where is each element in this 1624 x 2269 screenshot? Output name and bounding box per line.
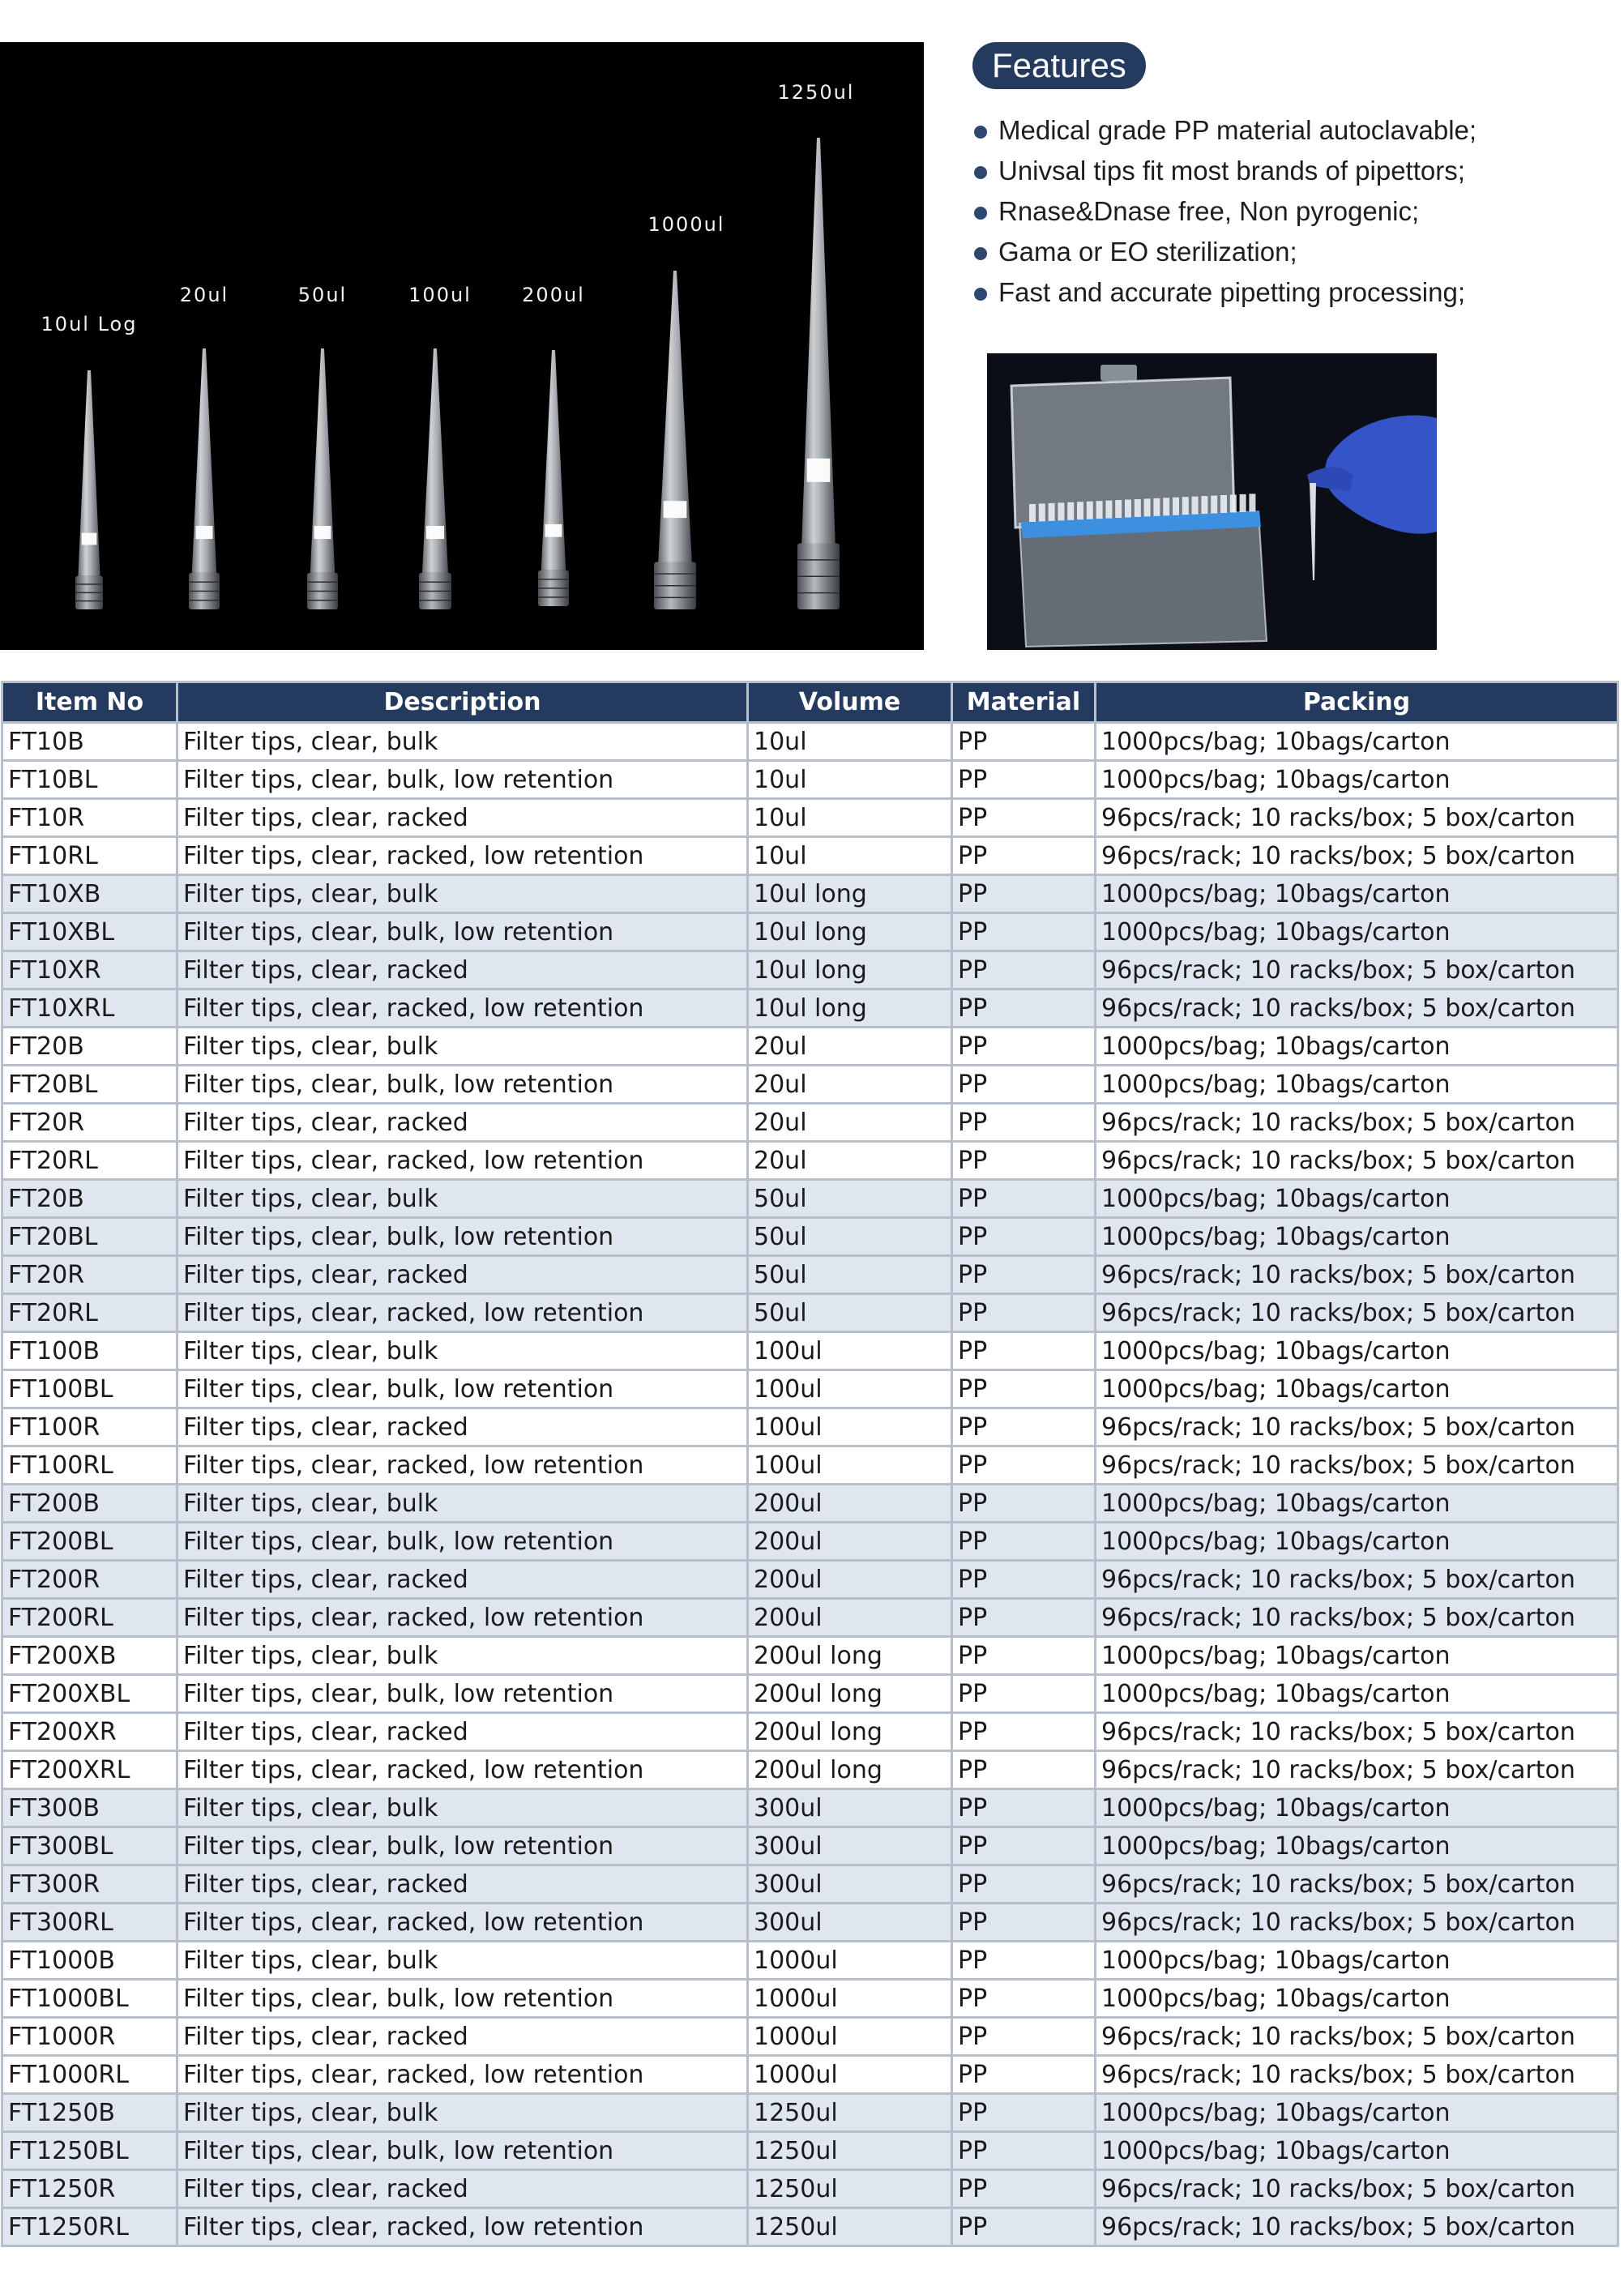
material-cell: PP	[952, 1180, 1096, 1218]
table-header-row	[2, 682, 1618, 723]
volume-cell: 1000ul	[748, 1980, 952, 2018]
material-cell: PP	[952, 1370, 1096, 1408]
table-row	[2, 1142, 1618, 1180]
packing-cell: 96pcs/rack; 10 racks/box; 5 box/carton	[1096, 837, 1618, 875]
material-cell: PP	[952, 1904, 1096, 1942]
description-cell: Filter tips, clear, bulk	[177, 1942, 748, 1980]
item-no-cell: FT10XBL	[2, 913, 177, 951]
material-cell: PP	[952, 1066, 1096, 1104]
material-cell: PP	[952, 1942, 1096, 1980]
volume-cell: 10ul	[748, 799, 952, 837]
description-cell: Filter tips, clear, racked, low retention	[177, 1599, 748, 1637]
volume-cell: 200ul	[748, 1599, 952, 1637]
item-no-cell: FT100R	[2, 1408, 177, 1446]
table-row	[2, 1675, 1618, 1713]
description-cell: Filter tips, clear, racked, low retention	[177, 1446, 748, 1485]
volume-cell: 10ul long	[748, 989, 952, 1028]
table-row	[2, 1561, 1618, 1599]
table-row	[2, 1599, 1618, 1637]
table-row	[2, 1523, 1618, 1561]
feature-item: Univsal tips fit most brands of pipettors;	[971, 151, 1477, 191]
volume-cell: 200ul long	[748, 1637, 952, 1675]
table-row	[2, 1028, 1618, 1066]
item-no-cell: FT20RL	[2, 1142, 177, 1180]
packing-cell: 1000pcs/bag; 10bags/carton	[1096, 1980, 1618, 2018]
packing-cell: 96pcs/rack; 10 racks/box; 5 box/carton	[1096, 1865, 1618, 1904]
item-no-cell: FT1250RL	[2, 2208, 177, 2246]
volume-cell: 100ul	[748, 1370, 952, 1408]
table-row	[2, 761, 1618, 799]
item-no-cell: FT200XRL	[2, 1751, 177, 1789]
volume-cell: 50ul	[748, 1180, 952, 1218]
item-no-cell: FT300B	[2, 1789, 177, 1827]
tip-label-50ul: 50ul	[297, 284, 348, 306]
table-row	[2, 1713, 1618, 1751]
material-cell: PP	[952, 1599, 1096, 1637]
item-no-cell: FT300RL	[2, 1904, 177, 1942]
volume-cell: 20ul	[748, 1066, 952, 1104]
volume-cell: 20ul	[748, 1142, 952, 1180]
description-cell: Filter tips, clear, bulk, low retention	[177, 1218, 748, 1256]
table-row	[2, 951, 1618, 989]
packing-cell: 96pcs/rack; 10 racks/box; 5 box/carton	[1096, 1599, 1618, 1637]
description-cell: Filter tips, clear, bulk	[177, 723, 748, 761]
description-cell: Filter tips, clear, racked, low retention	[177, 837, 748, 875]
description-cell: Filter tips, clear, bulk	[177, 1180, 748, 1218]
pipette-tips-illustration	[0, 42, 924, 650]
material-cell: PP	[952, 1865, 1096, 1904]
item-no-cell: FT1250B	[2, 2094, 177, 2132]
material-cell: PP	[952, 2094, 1096, 2132]
column-header-material: Material	[952, 682, 1096, 723]
description-cell: Filter tips, clear, racked	[177, 951, 748, 989]
item-no-cell: FT1000BL	[2, 1980, 177, 2018]
material-cell: PP	[952, 1713, 1096, 1751]
tip-20ul-icon	[189, 348, 220, 609]
description-cell: Filter tips, clear, racked, low retention	[177, 2208, 748, 2246]
packing-cell: 96pcs/rack; 10 racks/box; 5 box/carton	[1096, 1446, 1618, 1485]
item-no-cell: FT200XB	[2, 1637, 177, 1675]
table-row	[2, 2018, 1618, 2056]
description-cell: Filter tips, clear, bulk	[177, 875, 748, 913]
table-row	[2, 2170, 1618, 2208]
volume-cell: 300ul	[748, 1865, 952, 1904]
item-no-cell: FT200XR	[2, 1713, 177, 1751]
tip-label-1000ul: 1000ul	[647, 213, 725, 236]
packing-cell: 96pcs/rack; 10 racks/box; 5 box/carton	[1096, 2208, 1618, 2246]
description-cell: Filter tips, clear, bulk	[177, 1485, 748, 1523]
tip-100ul-icon	[419, 348, 451, 609]
material-cell: PP	[952, 1523, 1096, 1561]
packing-cell: 1000pcs/bag; 10bags/carton	[1096, 2132, 1618, 2170]
feature-item: Gama or EO sterilization;	[971, 232, 1477, 272]
volume-cell: 200ul long	[748, 1751, 952, 1789]
packing-cell: 96pcs/rack; 10 racks/box; 5 box/carton	[1096, 1904, 1618, 1942]
volume-cell: 50ul	[748, 1294, 952, 1332]
item-no-cell: FT20B	[2, 1180, 177, 1218]
column-header-packing: Packing	[1096, 682, 1618, 723]
packing-cell: 1000pcs/bag; 10bags/carton	[1096, 913, 1618, 951]
packing-cell: 1000pcs/bag; 10bags/carton	[1096, 875, 1618, 913]
description-cell: Filter tips, clear, racked, low retention	[177, 2056, 748, 2094]
product-spec-table	[1, 681, 1619, 2247]
material-cell: PP	[952, 837, 1096, 875]
material-cell: PP	[952, 1104, 1096, 1142]
table-row	[2, 2132, 1618, 2170]
description-cell: Filter tips, clear, racked, low retention	[177, 1904, 748, 1942]
volume-cell: 1000ul	[748, 2056, 952, 2094]
packing-cell: 1000pcs/bag; 10bags/carton	[1096, 1523, 1618, 1561]
volume-cell: 50ul	[748, 1256, 952, 1294]
table-row	[2, 799, 1618, 837]
table-row	[2, 1180, 1618, 1218]
material-cell: PP	[952, 875, 1096, 913]
table-row	[2, 2094, 1618, 2132]
table-row	[2, 1408, 1618, 1446]
tip-1000ul-icon	[654, 271, 696, 609]
description-cell: Filter tips, clear, racked	[177, 2170, 748, 2208]
material-cell: PP	[952, 2170, 1096, 2208]
material-cell: PP	[952, 723, 1096, 761]
tip-box-illustration	[987, 353, 1437, 650]
tip-50ul-icon	[307, 348, 338, 609]
volume-cell: 300ul	[748, 1904, 952, 1942]
description-cell: Filter tips, clear, racked	[177, 1865, 748, 1904]
item-no-cell: FT100RL	[2, 1446, 177, 1485]
material-cell: PP	[952, 2208, 1096, 2246]
material-cell: PP	[952, 1485, 1096, 1523]
volume-cell: 300ul	[748, 1789, 952, 1827]
description-cell: Filter tips, clear, bulk, low retention	[177, 761, 748, 799]
material-cell: PP	[952, 1980, 1096, 2018]
item-no-cell: FT10RL	[2, 837, 177, 875]
feature-item: Medical grade PP material autoclavable;	[971, 110, 1477, 151]
volume-cell: 20ul	[748, 1104, 952, 1142]
packing-cell: 96pcs/rack; 10 racks/box; 5 box/carton	[1096, 799, 1618, 837]
volume-cell: 1000ul	[748, 1942, 952, 1980]
volume-cell: 100ul	[748, 1332, 952, 1370]
packing-cell: 1000pcs/bag; 10bags/carton	[1096, 1332, 1618, 1370]
item-no-cell: FT1250BL	[2, 2132, 177, 2170]
item-no-cell: FT100BL	[2, 1370, 177, 1408]
item-no-cell: FT1000RL	[2, 2056, 177, 2094]
material-cell: PP	[952, 2132, 1096, 2170]
volume-cell: 1000ul	[748, 2018, 952, 2056]
table-row	[2, 1827, 1618, 1865]
item-no-cell: FT10XB	[2, 875, 177, 913]
description-cell: Filter tips, clear, bulk	[177, 1028, 748, 1066]
packing-cell: 96pcs/rack; 10 racks/box; 5 box/carton	[1096, 1561, 1618, 1599]
material-cell: PP	[952, 1332, 1096, 1370]
item-no-cell: FT20R	[2, 1104, 177, 1142]
description-cell: Filter tips, clear, racked	[177, 1713, 748, 1751]
item-no-cell: FT10BL	[2, 761, 177, 799]
item-no-cell: FT10B	[2, 723, 177, 761]
features-heading: Features	[972, 42, 1146, 89]
packing-cell: 1000pcs/bag; 10bags/carton	[1096, 1485, 1618, 1523]
packing-cell: 96pcs/rack; 10 racks/box; 5 box/carton	[1096, 989, 1618, 1028]
material-cell: PP	[952, 951, 1096, 989]
packing-cell: 1000pcs/bag; 10bags/carton	[1096, 1218, 1618, 1256]
packing-cell: 1000pcs/bag; 10bags/carton	[1096, 2094, 1618, 2132]
packing-cell: 1000pcs/bag; 10bags/carton	[1096, 1637, 1618, 1675]
description-cell: Filter tips, clear, bulk, low retention	[177, 1523, 748, 1561]
packing-cell: 1000pcs/bag; 10bags/carton	[1096, 1675, 1618, 1713]
item-no-cell: FT200B	[2, 1485, 177, 1523]
pipette-tips-photo	[0, 42, 924, 650]
table-row	[2, 1256, 1618, 1294]
column-header-item-no: Item No	[2, 682, 177, 723]
item-no-cell: FT200BL	[2, 1523, 177, 1561]
volume-cell: 10ul	[748, 837, 952, 875]
table-row	[2, 1370, 1618, 1408]
table-row	[2, 1789, 1618, 1827]
description-cell: Filter tips, clear, racked, low retention	[177, 1751, 748, 1789]
volume-cell: 20ul	[748, 1028, 952, 1066]
description-cell: Filter tips, clear, bulk	[177, 2094, 748, 2132]
description-cell: Filter tips, clear, bulk, low retention	[177, 1827, 748, 1865]
packing-cell: 96pcs/rack; 10 racks/box; 5 box/carton	[1096, 2170, 1618, 2208]
table-row	[2, 1865, 1618, 1904]
volume-cell: 100ul	[748, 1446, 952, 1485]
item-no-cell: FT300R	[2, 1865, 177, 1904]
packing-cell: 96pcs/rack; 10 racks/box; 5 box/carton	[1096, 951, 1618, 989]
packing-cell: 1000pcs/bag; 10bags/carton	[1096, 1789, 1618, 1827]
description-cell: Filter tips, clear, racked	[177, 1256, 748, 1294]
item-no-cell: FT300BL	[2, 1827, 177, 1865]
material-cell: PP	[952, 989, 1096, 1028]
description-cell: Filter tips, clear, racked	[177, 2018, 748, 2056]
material-cell: PP	[952, 1218, 1096, 1256]
packing-cell: 1000pcs/bag; 10bags/carton	[1096, 1180, 1618, 1218]
packing-cell: 96pcs/rack; 10 racks/box; 5 box/carton	[1096, 1408, 1618, 1446]
item-no-cell: FT10XRL	[2, 989, 177, 1028]
volume-cell: 100ul	[748, 1408, 952, 1446]
description-cell: Filter tips, clear, racked, low retention	[177, 1142, 748, 1180]
packing-cell: 96pcs/rack; 10 racks/box; 5 box/carton	[1096, 1142, 1618, 1180]
volume-cell: 1250ul	[748, 2170, 952, 2208]
item-no-cell: FT100B	[2, 1332, 177, 1370]
volume-cell: 1250ul	[748, 2094, 952, 2132]
table-row	[2, 1104, 1618, 1142]
table-row	[2, 1446, 1618, 1485]
table-row	[2, 913, 1618, 951]
table-row	[2, 1751, 1618, 1789]
volume-cell: 200ul long	[748, 1713, 952, 1751]
packing-cell: 1000pcs/bag; 10bags/carton	[1096, 1066, 1618, 1104]
features-list	[971, 110, 1477, 313]
description-cell: Filter tips, clear, bulk, low retention	[177, 1675, 748, 1713]
tip-label-1250ul: 1250ul	[777, 81, 855, 104]
item-no-cell: FT20R	[2, 1256, 177, 1294]
description-cell: Filter tips, clear, racked	[177, 1104, 748, 1142]
table-row	[2, 837, 1618, 875]
packing-cell: 1000pcs/bag; 10bags/carton	[1096, 1827, 1618, 1865]
feature-item: Rnase&Dnase free, Non pyrogenic;	[971, 191, 1477, 232]
material-cell: PP	[952, 1561, 1096, 1599]
table-row	[2, 1294, 1618, 1332]
table-row	[2, 1066, 1618, 1104]
description-cell: Filter tips, clear, bulk, low retention	[177, 1370, 748, 1408]
description-cell: Filter tips, clear, racked, low retention	[177, 1294, 748, 1332]
table-row	[2, 1332, 1618, 1370]
item-no-cell: FT10XR	[2, 951, 177, 989]
material-cell: PP	[952, 1256, 1096, 1294]
volume-cell: 200ul	[748, 1485, 952, 1523]
tip-10ul-log-icon	[75, 370, 103, 609]
packing-cell: 96pcs/rack; 10 racks/box; 5 box/carton	[1096, 1294, 1618, 1332]
column-header-description: Description	[177, 682, 748, 723]
volume-cell: 10ul long	[748, 951, 952, 989]
packing-cell: 1000pcs/bag; 10bags/carton	[1096, 723, 1618, 761]
description-cell: Filter tips, clear, racked	[177, 1408, 748, 1446]
table-row	[2, 2056, 1618, 2094]
description-cell: Filter tips, clear, bulk	[177, 1637, 748, 1675]
material-cell: PP	[952, 1294, 1096, 1332]
tip-label-20ul: 20ul	[179, 284, 229, 306]
description-cell: Filter tips, clear, bulk, low retention	[177, 1066, 748, 1104]
material-cell: PP	[952, 1408, 1096, 1446]
table-row	[2, 1218, 1618, 1256]
packing-cell: 1000pcs/bag; 10bags/carton	[1096, 1028, 1618, 1066]
material-cell: PP	[952, 1789, 1096, 1827]
packing-cell: 96pcs/rack; 10 racks/box; 5 box/carton	[1096, 1713, 1618, 1751]
volume-cell: 10ul long	[748, 875, 952, 913]
item-no-cell: FT20B	[2, 1028, 177, 1066]
table-row	[2, 989, 1618, 1028]
material-cell: PP	[952, 913, 1096, 951]
volume-cell: 10ul long	[748, 913, 952, 951]
description-cell: Filter tips, clear, bulk	[177, 1789, 748, 1827]
volume-cell: 10ul	[748, 723, 952, 761]
table-row	[2, 1942, 1618, 1980]
table-row	[2, 1637, 1618, 1675]
item-no-cell: FT200R	[2, 1561, 177, 1599]
tip-label-100ul: 100ul	[408, 284, 472, 306]
material-cell: PP	[952, 1446, 1096, 1485]
description-cell: Filter tips, clear, racked, low retention	[177, 989, 748, 1028]
feature-item: Fast and accurate pipetting processing;	[971, 272, 1477, 313]
packing-cell: 1000pcs/bag; 10bags/carton	[1096, 1942, 1618, 1980]
description-cell: Filter tips, clear, bulk, low retention	[177, 1980, 748, 2018]
description-cell: Filter tips, clear, racked	[177, 799, 748, 837]
packing-cell: 96pcs/rack; 10 racks/box; 5 box/carton	[1096, 1104, 1618, 1142]
volume-cell: 200ul long	[748, 1675, 952, 1713]
material-cell: PP	[952, 1827, 1096, 1865]
item-no-cell: FT20BL	[2, 1066, 177, 1104]
material-cell: PP	[952, 1751, 1096, 1789]
packing-cell: 1000pcs/bag; 10bags/carton	[1096, 761, 1618, 799]
material-cell: PP	[952, 1637, 1096, 1675]
material-cell: PP	[952, 2056, 1096, 2094]
tip-box-photo	[987, 353, 1437, 650]
packing-cell: 96pcs/rack; 10 racks/box; 5 box/carton	[1096, 2056, 1618, 2094]
description-cell: Filter tips, clear, bulk, low retention	[177, 2132, 748, 2170]
volume-cell: 1250ul	[748, 2132, 952, 2170]
material-cell: PP	[952, 1028, 1096, 1066]
material-cell: PP	[952, 2018, 1096, 2056]
material-cell: PP	[952, 1142, 1096, 1180]
volume-cell: 200ul	[748, 1523, 952, 1561]
tip-1250ul-icon	[797, 138, 840, 609]
volume-cell: 50ul	[748, 1218, 952, 1256]
packing-cell: 1000pcs/bag; 10bags/carton	[1096, 1370, 1618, 1408]
item-no-cell: FT10R	[2, 799, 177, 837]
packing-cell: 96pcs/rack; 10 racks/box; 5 box/carton	[1096, 1751, 1618, 1789]
tip-label-200ul: 200ul	[522, 284, 585, 306]
volume-cell: 200ul	[748, 1561, 952, 1599]
volume-cell: 300ul	[748, 1827, 952, 1865]
packing-cell: 96pcs/rack; 10 racks/box; 5 box/carton	[1096, 1256, 1618, 1294]
table-row	[2, 1904, 1618, 1942]
material-cell: PP	[952, 761, 1096, 799]
item-no-cell: FT1000B	[2, 1942, 177, 1980]
tip-label-10ul-log: 10ul Log	[41, 313, 138, 335]
material-cell: PP	[952, 799, 1096, 837]
table-row	[2, 723, 1618, 761]
description-cell: Filter tips, clear, bulk, low retention	[177, 913, 748, 951]
item-no-cell: FT1250R	[2, 2170, 177, 2208]
material-cell: PP	[952, 1675, 1096, 1713]
packing-cell: 96pcs/rack; 10 racks/box; 5 box/carton	[1096, 2018, 1618, 2056]
item-no-cell: FT200RL	[2, 1599, 177, 1637]
table-row	[2, 2208, 1618, 2246]
column-header-volume: Volume	[748, 682, 952, 723]
volume-cell: 1250ul	[748, 2208, 952, 2246]
tip-200ul-icon	[538, 350, 569, 606]
item-no-cell: FT20BL	[2, 1218, 177, 1256]
item-no-cell: FT200XBL	[2, 1675, 177, 1713]
description-cell: Filter tips, clear, racked	[177, 1561, 748, 1599]
table-row	[2, 1485, 1618, 1523]
item-no-cell: FT20RL	[2, 1294, 177, 1332]
volume-cell: 10ul	[748, 761, 952, 799]
description-cell: Filter tips, clear, bulk	[177, 1332, 748, 1370]
item-no-cell: FT1000R	[2, 2018, 177, 2056]
table-row	[2, 1980, 1618, 2018]
table-row	[2, 875, 1618, 913]
